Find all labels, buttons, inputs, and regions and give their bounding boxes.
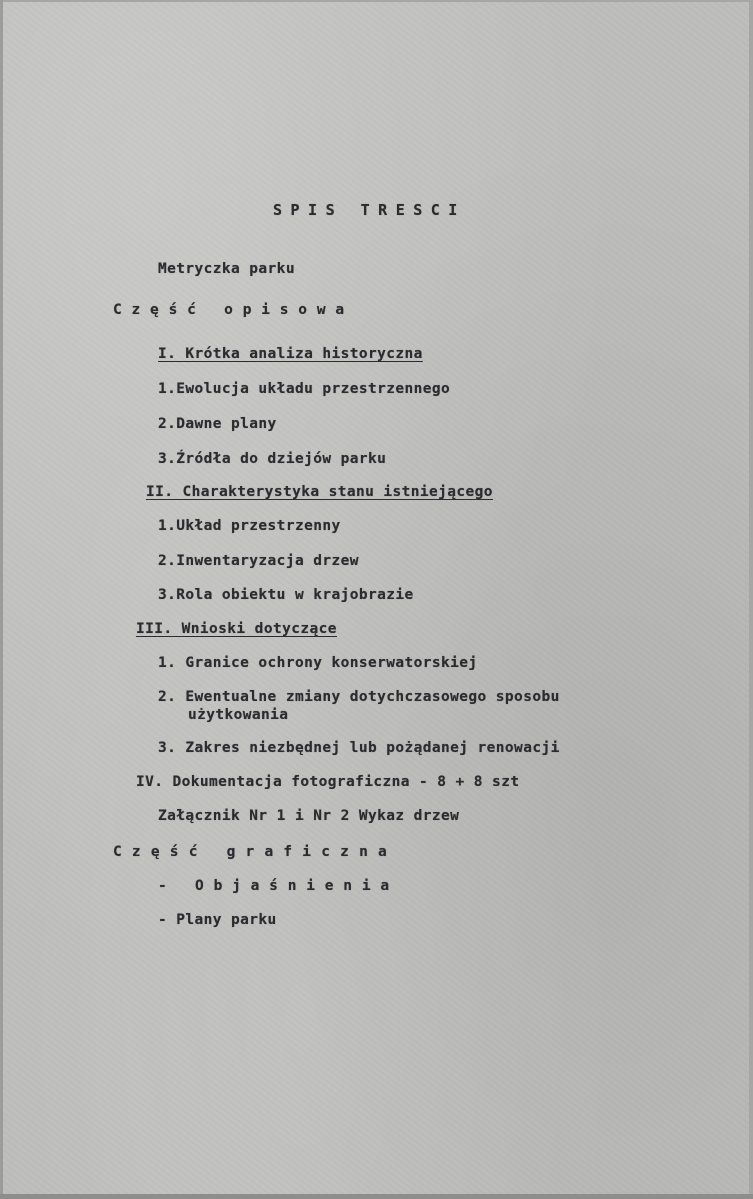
- page-edge-right: [749, 0, 753, 1199]
- toc-item-1-1: 1.Ewolucja układu przestrzennego: [158, 381, 451, 397]
- toc-item-2-1: 1.Układ przestrzenny: [158, 518, 341, 534]
- heading-czesc-opisowa: Część opisowa: [113, 302, 354, 318]
- toc-item-1-3: 3.Źródła do dziejów parku: [158, 451, 387, 467]
- page-title: SPIS TRESCI: [273, 201, 466, 219]
- toc-item-3-3: 3. Zakres niezbędnej lub pożądanej renowacji: [158, 740, 560, 756]
- section-heading-1: I. Krótka analiza historyczna: [158, 346, 423, 362]
- section-heading-4: IV. Dokumentacja fotograficzna - 8 + 8 szt: [136, 774, 520, 790]
- toc-item-1-2: 2.Dawne plany: [158, 416, 277, 432]
- toc-item-3-1: 1. Granice ochrony konserwatorskiej: [158, 655, 478, 671]
- entry-plany-parku: - Plany parku: [158, 912, 277, 928]
- page-edge-bottom: [0, 1194, 753, 1199]
- toc-item-2-2: 2.Inwentaryzacja drzew: [158, 553, 359, 569]
- entry-zalacznik: Załącznik Nr 1 i Nr 2 Wykaz drzew: [158, 808, 460, 824]
- entry-objasnienia: - Objaśnienia: [158, 878, 399, 894]
- toc-item-3-2-continuation: użytkowania: [188, 707, 289, 723]
- section-heading-2: II. Charakterystyka stanu istniejącego: [146, 484, 493, 500]
- entry-metryczka: Metryczka parku: [158, 261, 295, 277]
- heading-czesc-graficzna: Część graficzna: [113, 844, 397, 860]
- page-edge-top: [0, 0, 753, 2]
- page-edge-left: [0, 0, 3, 1199]
- toc-item-2-3: 3.Rola obiektu w krajobrazie: [158, 587, 414, 603]
- toc-item-3-2: 2. Ewentualne zmiany dotychczasowego sposobu: [158, 689, 560, 705]
- section-heading-3: III. Wnioski dotyczące: [136, 621, 337, 637]
